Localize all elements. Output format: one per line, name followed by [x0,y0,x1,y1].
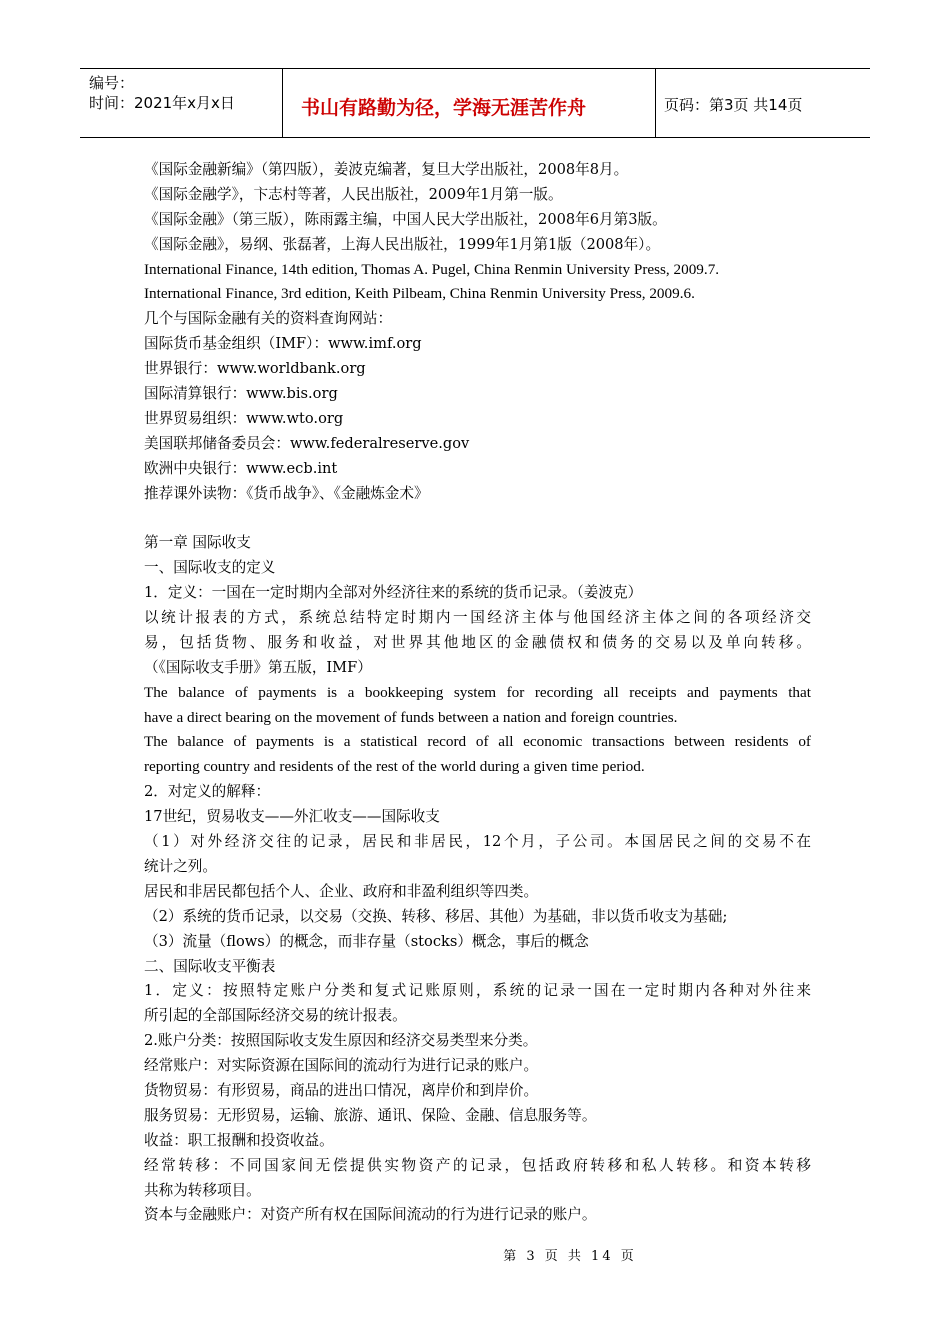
text-line: 国际货币基金组织（IMF）：www.imf.org [144,335,422,353]
text-line: reporting country and residents of the rest of the world during a given time period. [144,758,645,776]
text-line: （2）系统的货币记录，以交易（交换、转移、移居、其他）为基础，非以货币收支为基础; [144,907,728,925]
text-line: 收益：职工报酬和投资收益。 [144,1131,334,1149]
page-header [80,68,870,138]
text-line: 几个与国际金融有关的资料查询网站： [144,310,393,328]
document-body [144,158,811,1228]
text-line: （《国际收支手册》第五版，IMF） [144,658,372,676]
text-line: 第一章 国际收支 [144,534,251,552]
number-label: 编号： [89,74,135,92]
header-meta-cell [80,69,283,137]
text-line: International Finance, 14th edition, Thomas A. Pugel, China Renmin University Press, 2009.7. [144,260,720,278]
motto-text: 书山有路勤为径，学海无涯苦作舟 [301,97,587,119]
text-line [144,506,811,531]
page-footer: 第 3 页 共 14 页 [503,1249,637,1264]
text-line: The balance of payments is a bookkeeping system for recording all receipts and payments that [144,683,811,701]
text-line: The balance of payments is a statistical record of all economic transactions between residents of [144,733,811,751]
text-line: 所引起的全部国际经济交易的统计报表。 [144,1007,407,1025]
text-line: have a direct bearing on the movement of funds between a nation and foreign countries. [144,708,678,726]
header-page-cell [656,69,870,137]
text-line: 美国联邦储备委员会：www.federalreserve.gov [144,434,470,452]
text-line: 世界贸易组织：www.wto.org [144,409,344,427]
text-line: 《国际金融学》，卞志村等著，人民出版社，2009年1月第一版。 [144,185,563,203]
text-line: 一、国际收支的定义 [144,559,276,577]
text-line: 《国际金融新编》（第四版），姜波克编著，复旦大学出版社，2008年8月。 [144,161,629,178]
text-line: 二、国际收支平衡表 [144,957,276,975]
text-line: 《国际金融》，易纲、张磊著，上海人民出版社，1999年1月第1版（2008年）。 [144,235,661,253]
text-line: 服务贸易：无形贸易，运输、旅游、通讯、保险、金融、信息服务等。 [144,1106,597,1124]
text-line: 易，包括货物、服务和收益，对世界其他地区的金融债权和债务的交易以及单向转移。 [144,633,811,651]
text-line: 欧洲中央银行：www.ecb.int [144,459,338,477]
text-line: 17世纪，贸易收支——外汇收支——国际收支 [144,808,440,826]
text-line: 国际清算银行：www.bis.org [144,385,338,403]
text-line: 居民和非居民都包括个人、企业、政府和非盈利组织等四类。 [144,882,539,900]
text-line: 1．定义：按照特定账户分类和复式记账原则，系统的记录一国在一定时期内各种对外往来 [144,982,811,1000]
text-line: （3）流量（flows）的概念，而非存量（stocks）概念，事后的概念 [144,932,589,950]
text-line: 统计之列。 [144,857,217,875]
text-line: 1．定义：一国在一定时期内全部对外经济往来的系统的货币记录。（姜波克） [144,584,643,602]
text-line: International Finance, 3rd edition, Keith Pilbeam, China Renmin University Press, 2009.6. [144,285,695,303]
text-line: （1）对外经济交往的记录，居民和非居民，12个月，子公司。本国居民之间的交易不在 [144,833,811,851]
text-line: 经常账户：对实际资源在国际间的流动行为进行记录的账户。 [144,1057,539,1075]
text-line: 共称为转移项目。 [144,1181,261,1199]
text-line: 推荐课外读物：《货币战争》、《金融炼金术》 [144,484,429,502]
text-line: 《国际金融》（第三版），陈雨露主编，中国人民大学出版社，2008年6月第3版。 [144,210,667,228]
text-line: 经常转移：不同国家间无偿提供实物资产的记录，包括政府转移和私人转移。和资本转移 [144,1156,811,1174]
text-line: 以统计报表的方式，系统总结特定时期内一国经济主体与他国经济主体之间的各项经济交 [144,609,811,627]
page-info: 页码：第3页 共14页 [664,96,803,114]
text-line: 世界银行：www.worldbank.org [144,360,366,378]
text-line: 货物贸易：有形贸易，商品的进出口情况，离岸价和到岸价。 [144,1081,539,1099]
text-line: 2．对定义的解释： [144,783,271,801]
header-motto-cell [283,69,656,137]
text-line: 资本与金融账户：对资产所有权在国际间流动的行为进行记录的账户。 [144,1206,597,1224]
text-line: 2.账户分类：按照国际收支发生原因和经济交易类型来分类。 [144,1032,538,1050]
time-label: 时间：2021年x月x日 [89,94,235,112]
